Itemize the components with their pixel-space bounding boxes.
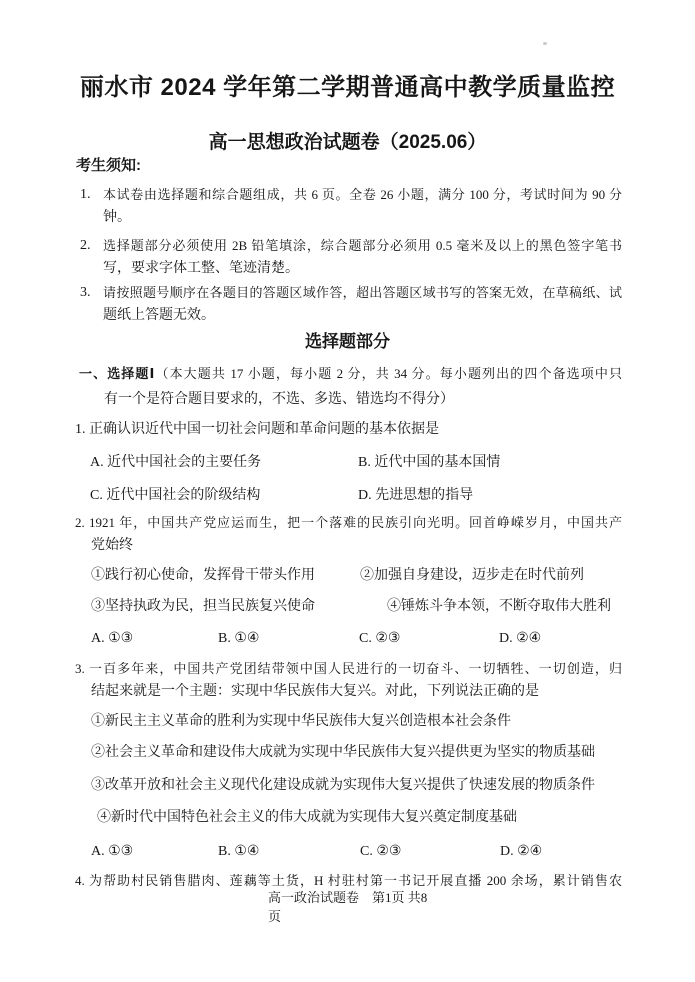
question-1-option-c: C. 近代中国社会的阶级结构 xyxy=(90,488,261,503)
question-2-item-1: ①践行初心使命，发挥骨干带头作用 xyxy=(91,568,315,583)
question-2-option-b: B. ①④ xyxy=(218,631,260,646)
notice-item-1-line-2: 钟。 xyxy=(103,210,131,225)
question-3-option-d: D. ②④ xyxy=(500,844,543,859)
notice-item-1-number: 1. xyxy=(80,187,91,202)
question-3-option-a: A. ①③ xyxy=(91,844,134,859)
notice-item-2-number: 2. xyxy=(80,238,91,253)
part1-marker: 一、选择题Ⅰ xyxy=(79,366,156,381)
notice-item-3-number: 3. xyxy=(80,285,91,300)
scan-speck xyxy=(543,42,547,45)
question-1-option-a: A. 近代中国社会的主要任务 xyxy=(90,455,262,470)
question-4-line-1: 4. 为帮助村民销售腊肉、莲藕等土货，H 村驻村第一书记开展直播 200 余场，累计销售农 xyxy=(75,873,622,888)
footer-page-label-line-1: 高一政治试题卷 第1页 共8 xyxy=(268,890,428,905)
question-2-item-3: ③坚持执政为民，担当民族复兴使命 xyxy=(91,599,315,614)
question-3-item-4: ④新时代中国特色社会主义的伟大成就为实现伟大复兴奠定制度基础 xyxy=(97,810,517,825)
question-3-item-3: ③改革开放和社会主义现代化建设成就为实现伟大复兴提供了快速发展的物质条件 xyxy=(91,778,595,793)
footer-page-label-line-2: 页 xyxy=(268,909,282,924)
question-1-text: 1. 正确认识近代中国一切社会问题和革命问题的基本依据是 xyxy=(75,422,439,437)
part1-intro-line-1 xyxy=(79,365,622,383)
exam-subtitle: 高一思想政治试题卷（2025.06） xyxy=(208,132,487,153)
question-1-option-d: D. 先进思想的指导 xyxy=(358,488,474,503)
question-3-line-2: 结起来就是一个主题：实现中华民族伟大复兴。对此，下列说法正确的是 xyxy=(91,684,539,699)
question-2-line-2: 党始终 xyxy=(91,538,133,553)
question-1-option-b: B. 近代中国的基本国情 xyxy=(358,455,501,470)
notice-item-3-line-1: 请按照题号顺序在各题目的答题区域作答，超出答题区域书写的答案无效，在草稿纸、试 xyxy=(103,285,622,300)
exam-title: 丽水市 2024 学年第二学期普通高中教学质量监控 xyxy=(79,74,616,101)
question-3-option-c: C. ②③ xyxy=(360,844,402,859)
section-heading: 选择题部分 xyxy=(305,332,390,351)
part1-intro-text: （本大题共 17 小题，每小题 2 分，共 34 分。每小题列出的四个备选项中只 xyxy=(155,366,622,381)
question-3-option-b: B. ①④ xyxy=(218,844,260,859)
question-2-item-4: ④锤炼斗争本领，不断夺取伟大胜利 xyxy=(387,599,611,614)
notice-heading: 考生须知: xyxy=(76,157,141,174)
notice-item-2-line-1: 选择题部分必须使用 2B 铅笔填涂，综合题部分必须用 0.5 毫米及以上的黑色签字笔书 xyxy=(103,238,622,253)
notice-item-3-line-2: 题纸上答题无效。 xyxy=(103,308,215,323)
notice-item-2-line-2: 写，要求字体工整、笔迹清楚。 xyxy=(103,261,299,276)
question-2-line-1: 2. 1921 年，中国共产党应运而生，把一个落难的民族引向光明。回首峥嵘岁月，中国共产 xyxy=(75,515,622,530)
notice-item-1-line-1: 本试卷由选择题和综合题组成，共 6 页。全卷 26 小题，满分 100 分，考试时间为 90 分 xyxy=(103,187,622,202)
part1-intro-line-2: 有一个是符合题目要求的，不选、多选、错选均不得分） xyxy=(104,392,454,407)
question-3-item-1: ①新民主主义革命的胜利为实现中华民族伟大复兴创造根本社会条件 xyxy=(91,714,511,729)
question-2-option-a: A. ①③ xyxy=(91,631,134,646)
question-3-item-2: ②社会主义革命和建设伟大成就为实现中华民族伟大复兴提供更为坚实的物质基础 xyxy=(91,745,595,760)
question-2-option-c: C. ②③ xyxy=(359,631,401,646)
question-2-option-d: D. ②④ xyxy=(499,631,542,646)
question-2-item-2: ②加强自身建设，迈步走在时代前列 xyxy=(360,568,584,583)
question-3-line-1: 3. 一百多年来，中国共产党团结带领中国人民进行的一切奋斗、一切牺牲、一切创造，归 xyxy=(75,661,622,676)
